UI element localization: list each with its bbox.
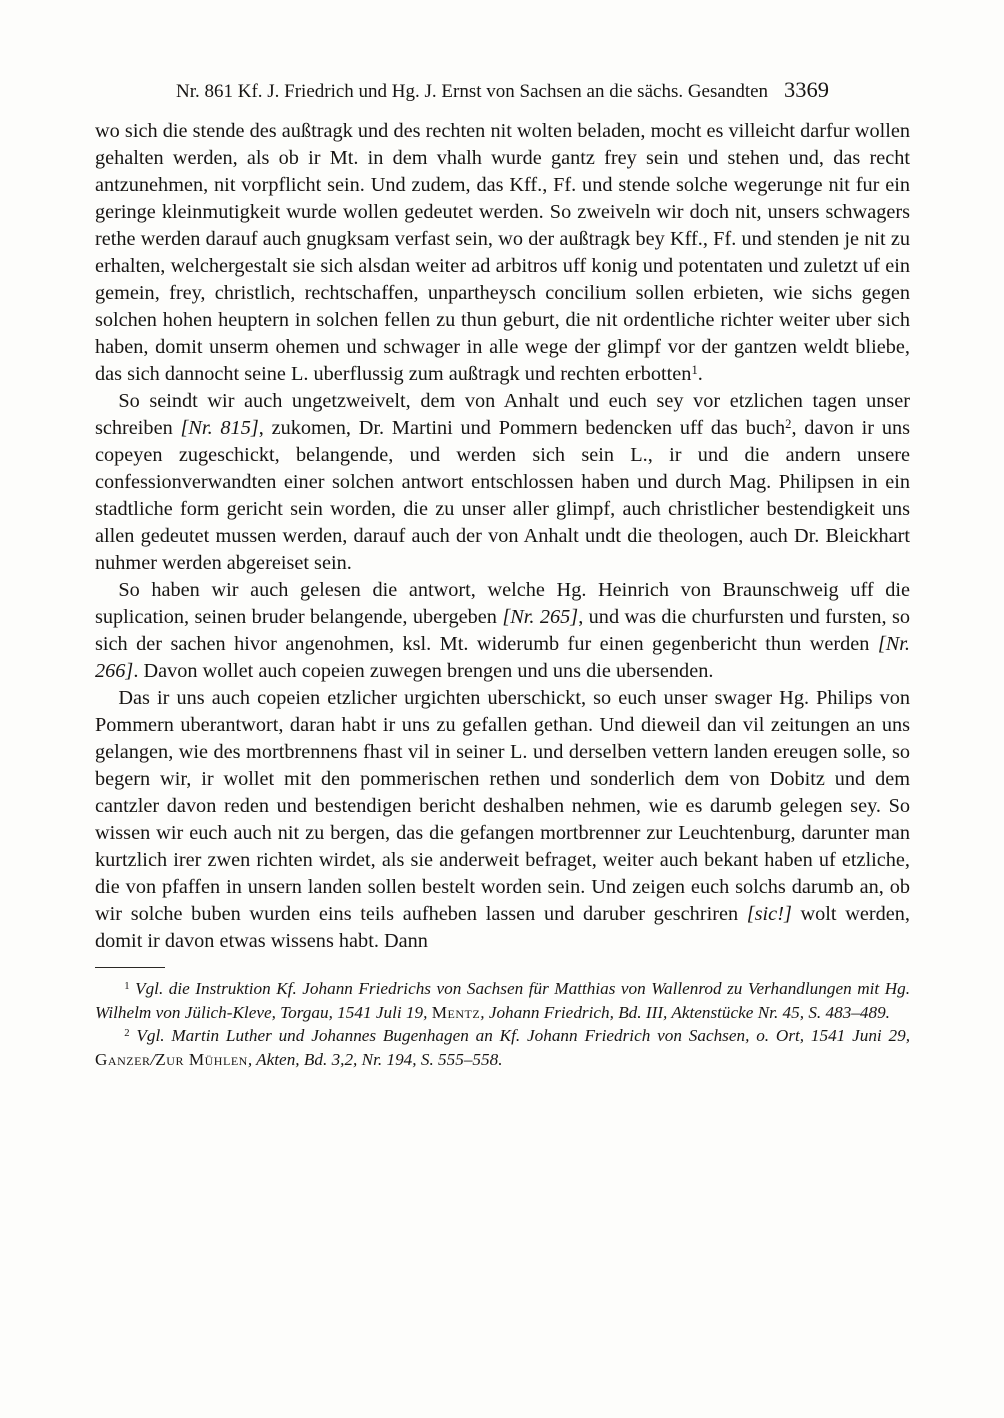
paragraph: [95, 118, 910, 388]
text-run: wo sich die stende des außtragk und des rechten nit wolten beladen, mocht es villeicht darfur wollen gehalten werden, als ob ir Mt. in dem vhalh wurde gantz frey sein und stehen und, das recht antzunehmen, nit vorpflicht sein. Und zudem, das Kff., Ff. und stende solche wegerunge nit fur ein geringe kleinmutigkeit wurde wollen gedeutet werden. So zweiveln wir doch nit, unsers schwagers rethe werden darauf auch gnugksam verfast sein, wo der außtragk bey Kff., Ff. und stenden je nit zu erhalten, welchergestalt sie sich alsdan weiter ad arbitros uff konig und potentaten und zuletzt uf ein gemein, frey, christlich, rechtschaffen, unpartheysch concilium sollen erbieten, wie sichs gegen solchen hohen heuptern in solchen fellen zu thun geburt, die nit ordentliche richter weiter uber sich haben, domit unserm ohemen und schwager in alle wege der glimpf vor der gantzen weldt bliebe, das sich dannocht seine L. uberflussig zum außtragk und rechten erbotten: [95, 120, 910, 385]
footnotes-section: [95, 977, 910, 1071]
footnote-number: 1: [124, 980, 130, 992]
text-run: /: [150, 1049, 156, 1069]
text-run: wolt werden, domit ir davon etwas wissens habt. Dann: [95, 903, 910, 952]
running-title: Nr. 861 Kf. J. Friedrich und Hg. J. Ernst von Sachsen an die sächs. Gesandten: [175, 81, 769, 102]
text-run: , Akten, Bd. 3,2, Nr. 194, S. 555–558.: [247, 1049, 503, 1069]
text-run: , zukomen, Dr. Martini und Pommern bedencken uff das buch: [258, 417, 786, 439]
footnote-number: 1: [691, 362, 698, 377]
paragraph: [95, 388, 910, 577]
paragraph: [95, 577, 910, 685]
footnote: [95, 1024, 910, 1071]
paragraph: [95, 685, 910, 955]
footnote-number: 2: [785, 416, 792, 431]
text-run: . Davon wollet auch copeien zuwegen brengen und uns die ubersenden.: [133, 660, 714, 682]
text-run: Ganzer: [95, 1049, 151, 1069]
text-run: .: [697, 363, 703, 385]
body-text: [95, 118, 910, 955]
text-run: , Johann Friedrich, Bd. III, Aktenstücke Nr. 45, S. 483–489.: [480, 1002, 890, 1022]
text-run: Vgl. Martin Luther und Johannes Bugenhagen an Kf. Johann Friedrich von Sachsen, o. Ort, 1541 Juni 29,: [129, 1026, 910, 1046]
text-run: Das ir uns auch copeien etzlicher urgichten uberschickt, so euch unser swager Hg. Philips von Pommern uberantwort, daran habt ir uns zu gefallen gethan. Und dieweil dan vil zeitungen an uns gelangen, wie des mortbrennens fhast vil in seiner L. und derselben vettern landen ereugen solle, so begern wir, ir wollet mit den pommerischen rethen und sonderlich dem von Dobitz und dem cantzler davon reden und bestendigen bericht deshalben nehmen, wie es darumb gelegen sey. So wissen wir euch auch nit zu bergen, das die gefangen mortbrenner zur Leuchtenburg, darunter man kurtzlich irer zwen richten wirdet, als sie anderweit befraget, weiter auch bekant haben uf etzliche, die von pfaffen in unsern landen sollen bestelt worden sein. Und zeigen euch solchs darumb an, ob wir solche buben wurden eins teils aufheben lassen und daruber geschriren: [95, 687, 910, 925]
text-run: [Nr. 266]: [95, 633, 910, 682]
text-run: So haben wir auch gelesen die antwort, welche Hg. Heinrich von Braunschweig uff die suplication, seinen bruder belangende, ubergeben: [95, 579, 910, 628]
footnote-number: 2: [124, 1028, 130, 1040]
text-run: [Nr. 265]: [502, 606, 579, 628]
page-header: [95, 78, 910, 104]
text-run: [Nr. 815]: [180, 417, 259, 439]
footnote-separator-rule: [95, 967, 165, 968]
text-run: Mentz: [431, 1002, 481, 1022]
text-run: Vgl. die Instruktion Kf. Johann Friedrichs von Sachsen für Matthias von Wallenrod zu Verhandlungen mit Hg. Wilhelm von Jülich-Kleve, Torgau, 1541 Juli 19,: [95, 979, 910, 1022]
text-run: , davon ir uns copeyen zugeschickt, belangende, und werden sich sein L., ir und die andern unsere confessionverwandten einer solchen antwort entschlossen haben und durch Mag. Philipsen in ein stadtliche form gericht sein worden, die zu unser aller glimpf, auch christlicher bestendigkeit uns allen gedeutet mussen werden, darauf auch der von Anhalt undt die theologen, auch Dr. Bleickhart nuhmer werden abgereiset sein.: [95, 417, 910, 574]
text-run: [sic!]: [746, 903, 792, 925]
footnote: [95, 977, 910, 1024]
page-number: 3369: [784, 77, 830, 102]
text-run: Zur Mühlen: [155, 1049, 248, 1069]
text-run: , und was die churfursten und fursten, so sich der sachen hivor angenohmen, ksl. Mt. widerumb fur einen gegenbericht thun werden: [95, 606, 910, 655]
text-run: So seindt wir auch ungetzweivelt, dem von Anhalt und euch sey vor etzlichen tagen unser schreiben: [95, 390, 910, 439]
